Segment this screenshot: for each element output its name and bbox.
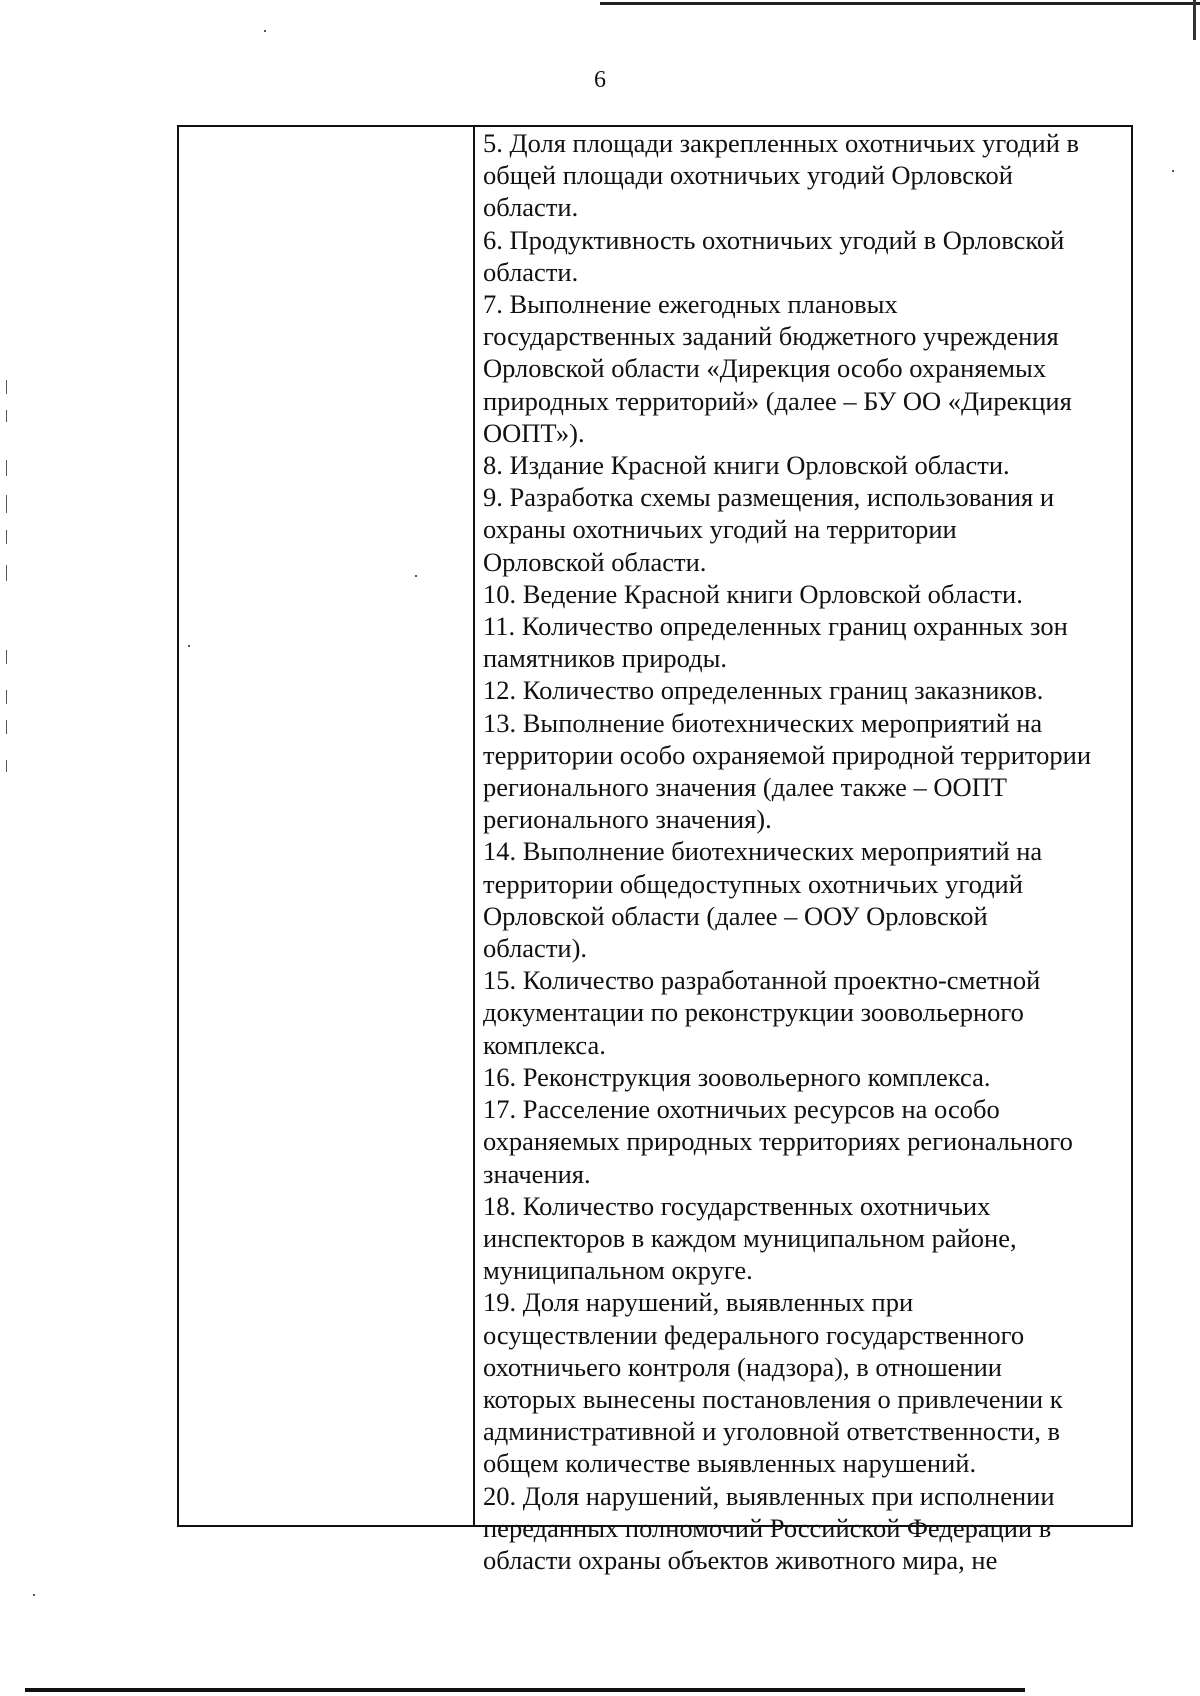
scan-speck xyxy=(6,380,7,394)
list-item: 17. Расселение охотничьих ресурсов на особо охраняемых природных территориях регионального значения. xyxy=(483,1094,1073,1189)
table-right-cell xyxy=(483,127,1129,1576)
list-item: 19. Доля нарушений, выявленных при осуществлении федерального государственного охотничьего контроля (надзора), в отношении которых вынесены постановления о привлечении к административной и уголовной ответственности, в общем количестве выявленных нарушений. xyxy=(483,1287,1063,1479)
list-item: 11. Количество определенных границ охранных зон памятников природы. xyxy=(483,611,1068,674)
list-item: 16. Реконструкция зоовольерного комплекса. xyxy=(483,1061,991,1092)
scan-edge-top xyxy=(600,2,1200,5)
list-item: 8. Издание Красной книги Орловской области. xyxy=(483,450,1010,481)
scan-speck xyxy=(6,760,7,772)
scan-edge-bottom xyxy=(25,1688,1025,1692)
list-item: 9. Разработка схемы размещения, использования и охраны охотничьих угодий на территории Орловской области. xyxy=(483,482,1055,577)
list-item: 13. Выполнение биотехнических мероприятий на территории особо охраняемой природной территории регионального значения (далее также – ООПТ регионального значения). xyxy=(483,707,1092,835)
scan-speck xyxy=(264,30,266,32)
list-item: 6. Продуктивность охотничьих угодий в Орловской области. xyxy=(483,224,1065,287)
scan-speck xyxy=(188,645,190,647)
scan-speck xyxy=(415,575,417,577)
scan-speck xyxy=(6,690,7,704)
scan-edge-right xyxy=(1193,0,1196,40)
list-item: 20. Доля нарушений, выявленных при исполнении переданных полномочий Российской Федерации в области охраны объектов животного мира, не xyxy=(483,1480,1055,1575)
column-divider xyxy=(473,127,475,1525)
list-item: 15. Количество разработанной проектно-сметной документации по реконструкции зоовольерного комплекса. xyxy=(483,965,1041,1060)
document-table xyxy=(177,125,1133,1575)
list-item: 12. Количество определенных границ заказников. xyxy=(483,675,1044,706)
list-item: 10. Ведение Красной книги Орловской области. xyxy=(483,578,1023,609)
scan-speck xyxy=(6,460,7,476)
scan-speck xyxy=(6,565,7,581)
scan-speck xyxy=(6,410,7,422)
page-number: 6 xyxy=(594,67,606,93)
list-item: 7. Выполнение ежегодных плановых государственных заданий бюджетного учреждения Орловской области «Дирекция особо охраняемых природных территорий» (далее – БУ ОО «Дирекция ООПТ»). xyxy=(483,289,1072,448)
scan-speck xyxy=(6,650,7,664)
scan-speck xyxy=(6,530,7,544)
scan-speck xyxy=(6,495,7,513)
scan-speck xyxy=(1172,170,1174,172)
list-item: 5. Доля площади закрепленных охотничьих угодий в общей площади охотничьих угодий Орловской области. xyxy=(483,128,1080,223)
list-item: 14. Выполнение биотехнических мероприятий на территории общедоступных охотничьих угодий Орловской области (далее – ООУ Орловской области). xyxy=(483,836,1043,964)
scan-speck xyxy=(33,1594,35,1596)
list-item: 18. Количество государственных охотничьих инспекторов в каждом муниципальном районе, муниципальном округе. xyxy=(483,1190,1017,1286)
scan-speck xyxy=(6,720,7,734)
